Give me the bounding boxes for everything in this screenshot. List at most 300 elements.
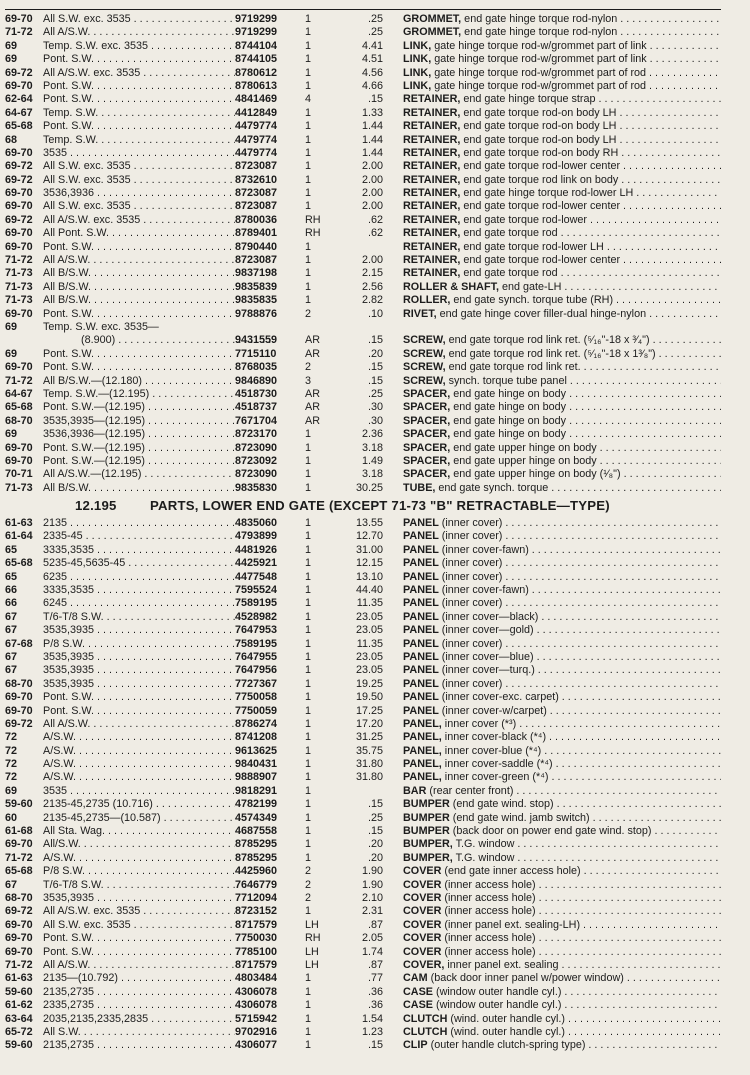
row-quantity: 2 [305,307,312,320]
row-part-name: PANEL [403,584,439,597]
row-description-text: (inner access hole) [441,945,536,958]
row-part-name: PANEL, [403,771,442,784]
row-part-name: RETAINER, [403,93,461,106]
table-row [5,584,745,597]
row-part-number: 8723090 [235,441,278,454]
row-part-name: RETAINER, [403,133,461,146]
table-row [5,53,745,66]
row-part-number: 4518737 [235,401,278,414]
row-part-number: 4479774 [235,120,278,133]
row-quantity: 1 [305,570,312,583]
table-row [5,13,745,26]
row-description-text: (end gate wind. stop) [449,798,554,811]
row-description [403,571,721,584]
row-application: All A/S.W. . . . [43,959,235,972]
table-row [5,905,745,918]
row-description-text: (inner cover-w/carpet) [438,704,547,717]
row-part-name: SPACER, [403,441,451,454]
table-row [5,93,745,106]
row-years: 71-73 [5,267,33,280]
row-description-text: (inner access hole) [441,892,536,904]
row-part-number: 7715110 [235,347,277,360]
row-application: All S.W. . . . [43,1026,235,1039]
row-price: 31.00 [355,543,383,556]
row-description-text: (inner cover—gold) [438,624,534,637]
row-part-number: 9846890 [235,374,278,387]
row-quantity: 1 [305,744,312,757]
table-row [5,745,745,758]
row-description [403,838,721,851]
row-description-text: (inner access hole) [441,878,536,891]
row-quantity: AR [305,334,320,347]
row-description [403,361,721,374]
row-description [403,999,721,1012]
row-quantity: 1 [305,972,312,985]
row-application: All A/S.W. exc. 3535 . . . [43,905,235,918]
table-row [5,375,745,388]
row-part-name: LINK, [403,79,432,92]
row-application: Pont. S.W. . . . [43,80,235,93]
row-quantity: LH [305,958,319,971]
row-part-number: 9702916 [235,1025,278,1038]
table-row [5,825,745,838]
row-quantity: 1 [305,200,312,213]
row-years: 67-68 [5,637,33,650]
table-row [5,852,745,865]
row-application: 2135-45,2735 (10.716) . . . [43,798,235,811]
row-years: 65 [5,543,18,556]
row-description [403,442,721,455]
table-row [5,571,745,584]
row-part-name: COVER [403,905,442,918]
row-part-number: 7589195 [235,637,278,650]
row-quantity: 4 [305,93,312,106]
row-description [403,530,721,543]
row-quantity: 1 [305,999,312,1012]
row-price: 1.44 [361,120,383,133]
row-price: 2.00 [361,200,383,213]
row-part-number: 9788876 [235,307,278,320]
row-years: 69 [5,320,18,333]
row-part-number: 4803484 [235,972,278,985]
row-part-name: PANEL [403,557,439,570]
row-application: 6235 . . . [43,571,235,584]
row-quantity: 1 [305,650,312,663]
row-price: 31.25 [355,731,383,744]
row-price: 1.74 [361,945,383,958]
row-description [403,905,721,918]
row-description [403,678,721,691]
row-part-name: GROMMET, [403,26,462,39]
table-row [5,455,745,468]
row-part-number: 4477548 [235,570,278,583]
row-years: 69-72 [5,905,33,918]
row-quantity: 1 [305,637,312,650]
row-description [403,13,721,26]
row-quantity: 1 [305,106,312,119]
row-years: 59-60 [5,985,33,998]
row-application: All Sta. Wag. . . . [43,825,235,838]
row-application: All S.W. exc. 3535 . . . [43,919,235,932]
row-part-number: 9719299 [235,26,278,39]
row-description [403,107,721,120]
row-years: 72 [5,758,18,771]
row-quantity: 1 [305,66,312,79]
row-quantity: 1 [305,811,312,824]
row-application: 3535,3935 . . . [43,678,235,691]
row-price: 11.35 [356,597,383,610]
table-row [5,838,745,851]
row-description-text: end gate torque rod-lower center [460,254,621,267]
row-description-text: synch. torque tube panel [445,374,567,387]
row-years: 69-70 [5,13,33,25]
row-years: 69-70 [5,361,33,374]
row-description-text: gate hinge torque rod-w/grommet part of rod [431,66,647,79]
row-quantity: 1 [305,691,312,704]
row-part-name: RETAINER, [403,173,461,186]
row-application: 2135—(10.792) . . . [43,972,235,985]
row-part-number: 8789401 [235,227,278,240]
row-part-number: 4425960 [235,865,278,878]
row-description [403,892,721,905]
table-row [5,80,745,93]
row-part-number: 8744104 [235,39,278,52]
row-part-number: 9719299 [235,13,278,25]
row-years: 68-70 [5,414,33,427]
row-quantity: RH [305,213,321,226]
row-price: 1.44 [361,146,383,159]
table-row [5,946,745,959]
row-years: 72 [5,731,18,744]
row-years: 61-64 [5,530,33,543]
row-quantity: AR [305,414,320,427]
row-price: 3.18 [361,441,383,454]
table-row [5,932,745,945]
row-description-text: end gate torque rod [460,227,558,240]
row-part-name: CASE [403,985,433,998]
row-description [403,468,721,481]
row-application: Pont. S.W. . . . [43,691,235,704]
row-description-text: (window outer handle cyl.) [433,985,562,998]
row-price: 2.00 [361,160,383,173]
row-part-name: RETAINER, [403,254,461,267]
row-price: 2.00 [361,187,383,200]
row-part-number: 4782199 [235,798,278,811]
table-row [5,999,745,1012]
row-part-number: 7671704 [235,414,278,427]
table-row [5,361,745,374]
row-description [403,959,721,972]
row-quantity: 1 [305,441,312,454]
row-application: All S.W. exc. 3535 . . . [43,174,235,187]
table-row [5,1039,745,1052]
row-part-name: SPACER, [403,428,451,441]
table-row [5,771,745,784]
row-years: 69 [5,39,18,52]
row-quantity: 1 [305,1012,312,1025]
row-part-number: 7647956 [235,664,278,677]
row-years: 67 [5,664,18,677]
row-part-number: 8723087 [235,254,278,267]
row-price: 19.25 [355,677,383,690]
row-application: 3335,3535 . . . [43,584,235,597]
table-row [5,691,745,704]
row-years: 69-70 [5,200,33,213]
row-application: All S.W. exc. 3535 . . . [43,200,235,213]
row-part-name: PANEL [403,610,439,623]
row-description [403,879,721,892]
row-description [403,745,721,758]
row-part-number: 8723092 [235,454,278,467]
row-part-number: 8741208 [235,731,278,744]
row-description-text: inner panel ext. sealing [444,958,559,971]
table-row [5,227,745,240]
row-part-name: PANEL [403,597,439,610]
row-part-name: COVER [403,878,442,891]
row-description [403,798,721,811]
table-row [5,348,745,361]
row-part-name: CASE [403,999,433,1012]
row-description [403,428,721,441]
row-quantity: 1 [305,838,312,851]
row-part-name: BUMPER [403,798,450,811]
row-application: 5235-45,5635-45 . . . [43,557,235,570]
row-description-text: end gate hinge torque rod-nylon [461,13,618,25]
row-price: .87 [367,958,383,971]
row-part-name: BUMPER [403,811,450,824]
row-price: .10 [367,307,383,320]
table-row [5,919,745,932]
row-part-name: PANEL [403,664,439,677]
row-part-number: 8780613 [235,79,278,92]
row-description-text: end gate hinge cover filler-dual hinge-nylon [436,307,647,320]
row-description-text: end gate hinge on body [450,428,567,441]
table-row [5,624,745,637]
row-description [403,375,721,388]
row-description [403,557,721,570]
row-description-text: gate hinge torque rod-w/grommet part of link [431,39,647,52]
row-description [403,227,721,240]
row-part-number: 4425921 [235,557,278,570]
row-quantity: 1 [305,851,312,864]
row-years: 65-68 [5,865,33,878]
row-application: All B/S.W. . . . [43,267,235,280]
row-quantity: 1 [305,187,312,200]
table-row [5,482,745,495]
row-description-text: (back door on power end gate wind. stop) [449,825,652,838]
row-part-name: RETAINER, [403,227,461,240]
row-description-text: (inner cover—turq.) [438,664,535,677]
row-part-name: RETAINER, [403,120,461,133]
row-description [403,281,721,294]
row-part-name: PANEL, [403,731,442,744]
row-years: 67 [5,650,18,663]
row-application: 6245 . . . [43,597,235,610]
row-price: .87 [367,918,383,931]
row-price: .77 [367,972,383,985]
row-quantity: 2 [305,878,312,891]
row-description [403,120,721,133]
row-part-number: 9888907 [235,771,278,784]
row-part-name: PANEL [403,637,439,650]
row-price: 2.00 [361,173,383,186]
row-quantity: 1 [305,146,312,159]
table-row [5,705,745,718]
table-row [5,1026,745,1039]
row-price: 11.35 [356,637,383,650]
row-part-number: 4306078 [235,985,278,998]
section-title: PARTS, LOWER END GATE (EXCEPT 71-73 "B" RETRACTABLE—TYPE) [150,498,610,514]
row-years: 70-71 [5,468,33,481]
row-description [403,638,721,651]
row-quantity: 1 [305,1025,312,1038]
row-description [403,80,721,93]
row-price: 12.15 [355,557,383,570]
row-part-number: 9835830 [235,481,278,494]
table-row [5,107,745,120]
row-years: 69-70 [5,441,33,454]
table-row [5,254,745,267]
row-quantity: RH [305,932,321,945]
row-part-number: 4479774 [235,133,278,146]
row-price: .30 [367,414,383,427]
table-row [5,134,745,147]
row-quantity: 1 [305,428,312,441]
row-years: 71-73 [5,280,33,293]
row-price: 4.66 [361,79,383,92]
row-description-text: inner cover-saddle (*⁴) [441,758,553,771]
row-application: Temp. S.W. . . . [43,134,235,147]
row-part-number: 4479774 [235,146,278,159]
row-part-name: RETAINER, [403,106,461,119]
table-row [5,174,745,187]
row-description [403,482,721,495]
row-years: 63-64 [5,1012,33,1025]
row-part-number: 9835839 [235,280,278,293]
row-description-text: (inner cover-fawn) [438,543,529,556]
row-price: 4.41 [361,39,383,52]
table-row [5,200,745,213]
table-row [5,544,745,557]
row-description [403,597,721,610]
row-quantity: 1 [305,530,312,543]
row-quantity: LH [305,918,319,931]
row-application: A/S.W. . . . [43,745,235,758]
row-part-number: 7750030 [235,932,278,945]
row-part-name: SPACER, [403,401,451,414]
row-years: 69-70 [5,918,33,931]
row-price: .15 [367,93,383,106]
row-application: 3535,3935—(12.195) . . . [43,415,235,428]
row-description-text: (inner panel ext. sealing-LH) [441,918,581,931]
row-part-number: 4528982 [235,610,278,623]
row-application: All/S.W. . . . [43,838,235,851]
row-application: All B/S.W. . . . [43,294,235,307]
row-years: 69-72 [5,173,33,186]
row-part-number: 7785100 [235,945,278,958]
row-description [403,187,721,200]
row-part-name: TUBE, [403,481,436,494]
table-row [5,972,745,985]
row-part-name: LINK, [403,66,432,79]
row-application: All B/S.W. . . . [43,482,235,495]
row-description [403,160,721,173]
row-years: 71-72 [5,958,33,971]
row-years: 69 [5,784,18,797]
row-description [403,53,721,66]
row-description [403,691,721,704]
row-quantity: 1 [305,173,312,186]
row-years: 69-72 [5,213,33,226]
row-quantity: 1 [305,517,312,530]
row-description [403,946,721,959]
row-description-text: end gate upper hinge on body (¹⁄₈") [450,468,621,481]
row-years: 64-67 [5,387,33,400]
row-description-text: end gate torque rod-on body LH [460,133,617,146]
row-years: 68 [5,133,18,146]
row-quantity: 1 [305,584,312,597]
row-price: 23.05 [355,624,383,637]
row-part-number: 8717579 [235,958,278,971]
row-part-number: 8723087 [235,200,278,213]
row-years: 64-67 [5,106,33,119]
row-part-name: SCREW, [403,347,446,360]
row-part-number: 9840431 [235,758,278,771]
row-description-text: (back door inner panel w/power window) [427,972,624,985]
row-application: Pont. S.W. . . . [43,361,235,374]
row-part-name: CLUTCH [403,1025,448,1038]
row-application: Pont. S.W. . . . [43,348,235,361]
row-description [403,93,721,106]
table-row [5,785,745,798]
row-description [403,1026,721,1039]
row-description-text: inner cover-black (*⁴) [441,731,547,744]
row-part-name: LINK, [403,39,432,52]
row-part-name: PANEL [403,570,439,583]
row-description-text: (inner cover—blue) [438,650,534,663]
row-part-name: PANEL [403,650,439,663]
row-years: 69-70 [5,691,33,704]
row-price: 1.23 [361,1025,383,1038]
row-price: .36 [367,985,383,998]
row-years: 69-70 [5,307,33,320]
row-description-text: inner cover-green (*⁴) [441,771,549,784]
row-description [403,241,721,254]
table-row [5,597,745,610]
row-description [403,134,721,147]
row-application: T/6-T/8 S.W. . . . [43,611,235,624]
row-application: 3535 . . . [43,785,235,798]
row-quantity: 1 [305,13,312,25]
row-price: 13.10 [355,570,383,583]
row-quantity: 1 [305,905,312,918]
row-quantity: 1 [305,758,312,771]
row-application: 3536,3936—(12.195) . . . [43,428,235,441]
row-years: 67 [5,610,18,623]
row-years: 72 [5,744,18,757]
row-price: .15 [367,334,383,347]
row-price: 4.56 [361,66,383,79]
table-row [5,214,745,227]
row-price: 1.33 [361,106,383,119]
row-application: Pont. S.W. . . . [43,53,235,66]
row-description-text: end gate hinge torque rod-nylon [461,26,618,39]
row-years: 65-68 [5,120,33,133]
row-application: Temp. S.W. exc. 3535— [43,320,159,333]
row-price: 23.05 [355,664,383,677]
row-price: 31.80 [355,758,383,771]
row-years: 71-72 [5,851,33,864]
